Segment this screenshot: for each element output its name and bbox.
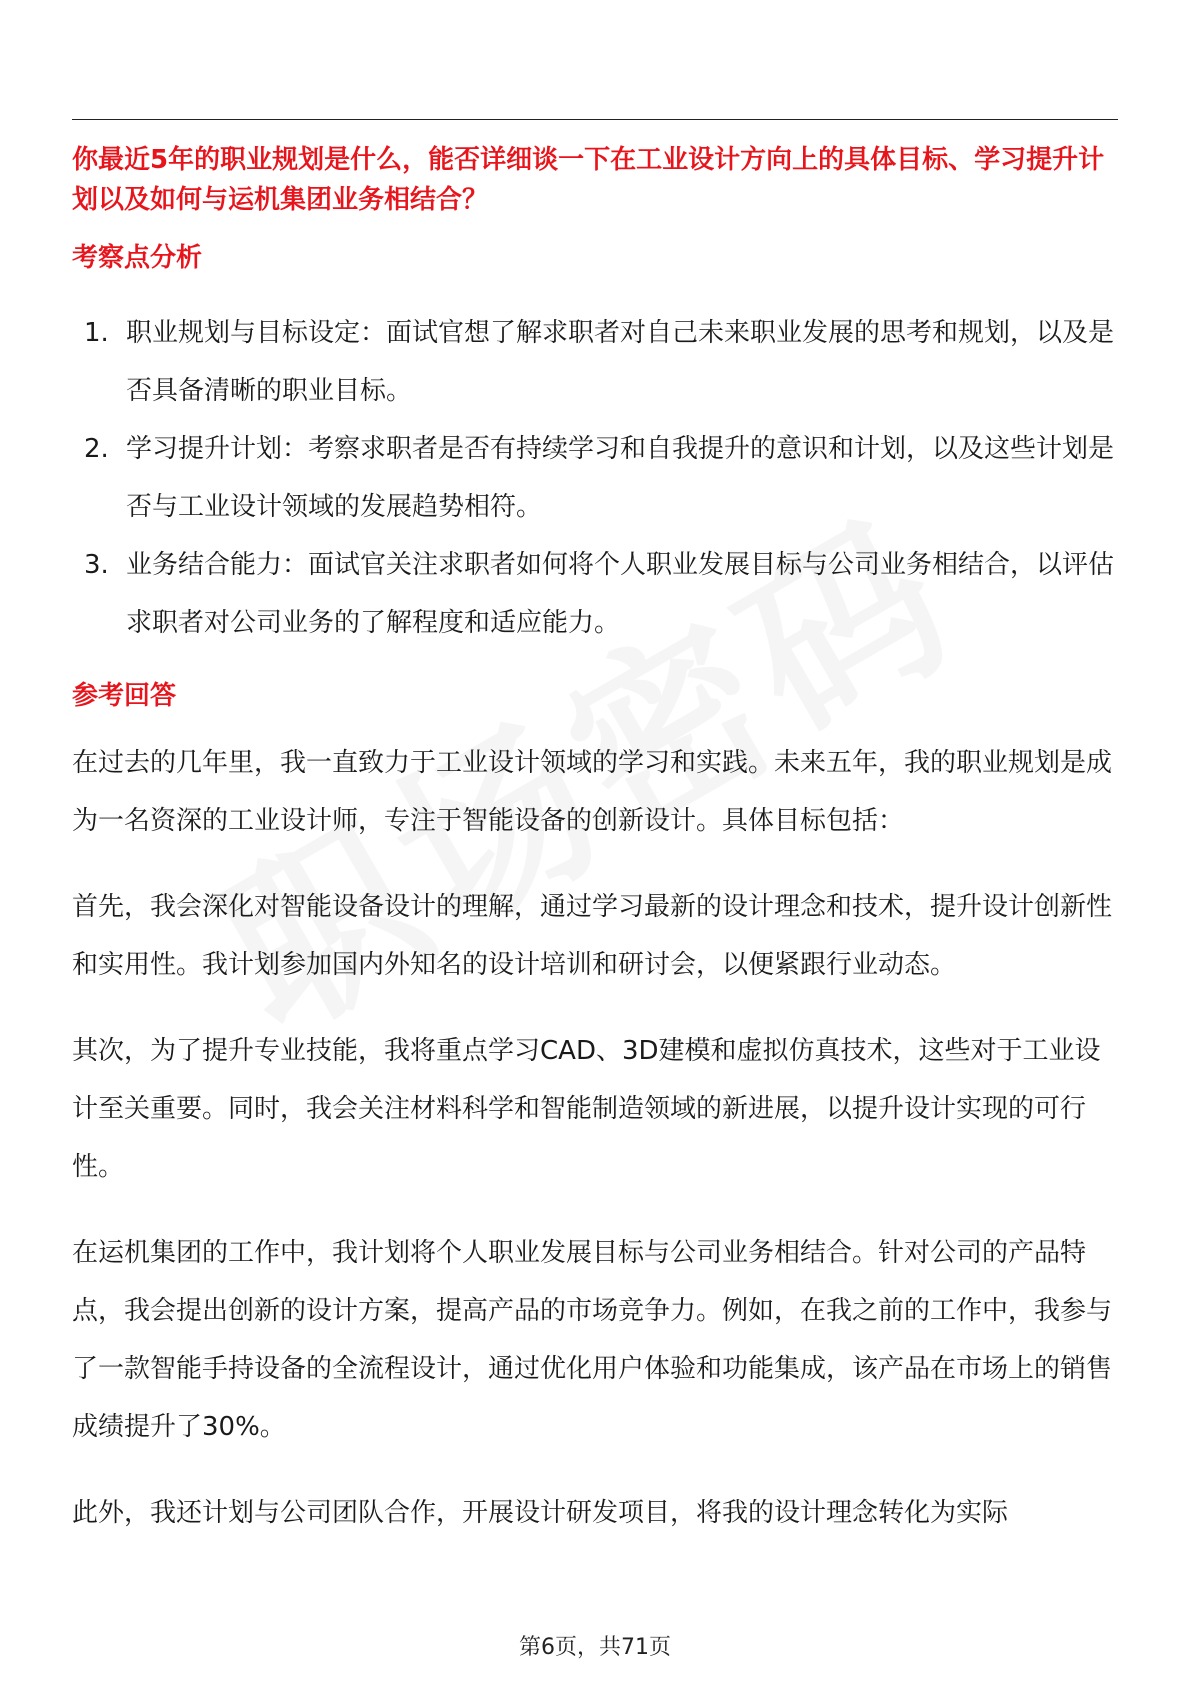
analysis-point: [72, 420, 1118, 536]
answer-paragraph: 其次，为了提升专业技能，我将重点学习CAD、3D建模和虚拟仿真技术，这些对于工业设计至关重要。同时，我会关注材料科学和智能制造领域的新进展，以提升设计实现的可行性。: [72, 1036, 1101, 1182]
page-content: [72, 140, 1118, 1570]
point-text: 职业规划与目标设定：面试官想了解求职者对自己未来职业发展的思考和规划，以及是否具备清晰的职业目标。: [126, 318, 1115, 406]
analysis-point: [72, 536, 1118, 652]
analysis-point: [72, 304, 1118, 420]
answer-paragraph: 在运机集团的工作中，我计划将个人职业发展目标与公司业务相结合。针对公司的产品特点，我会提出创新的设计方案，提高产品的市场竞争力。例如，在我之前的工作中，我参与了一款智能手持设备的全流程设计，通过优化用户体验和功能集成，该产品在市场上的销售成绩提升了30%。: [72, 1238, 1113, 1442]
point-number: 3.: [84, 550, 109, 580]
answer-title: 参考回答: [72, 681, 177, 711]
header-rule: [72, 119, 1118, 120]
point-text: 业务结合能力：面试官关注求职者如何将个人职业发展目标与公司业务相结合，以评估求职者对公司业务的了解程度和适应能力。: [126, 550, 1115, 638]
answer-paragraph: 首先，我会深化对智能设备设计的理解，通过学习最新的设计理念和技术，提升设计创新性和实用性。我计划参加国内外知名的设计培训和研讨会，以便紧跟行业动态。: [72, 892, 1113, 980]
analysis-points: [72, 304, 1118, 652]
answer-paragraph: 在过去的几年里，我一直致力于工业设计领域的学习和实践。未来五年，我的职业规划是成为一名资深的工业设计师，专注于智能设备的创新设计。具体目标包括：: [72, 748, 1113, 836]
point-number: 1.: [84, 318, 109, 348]
question-heading: 你最近5年的职业规划是什么，能否详细谈一下在工业设计方向上的具体目标、学习提升计划以及如何与运机集团业务相结合？: [72, 145, 1105, 215]
answer-paragraph: 此外，我还计划与公司团队合作，开展设计研发项目，将我的设计理念转化为实际: [72, 1498, 1009, 1528]
point-text: 学习提升计划：考察求职者是否有持续学习和自我提升的意识和计划，以及这些计划是否与工业设计领域的发展趋势相符。: [126, 434, 1115, 522]
point-number: 2.: [84, 434, 109, 464]
analysis-title: 考察点分析: [72, 243, 203, 273]
page-footer: 第6页，共71页: [519, 1635, 671, 1660]
